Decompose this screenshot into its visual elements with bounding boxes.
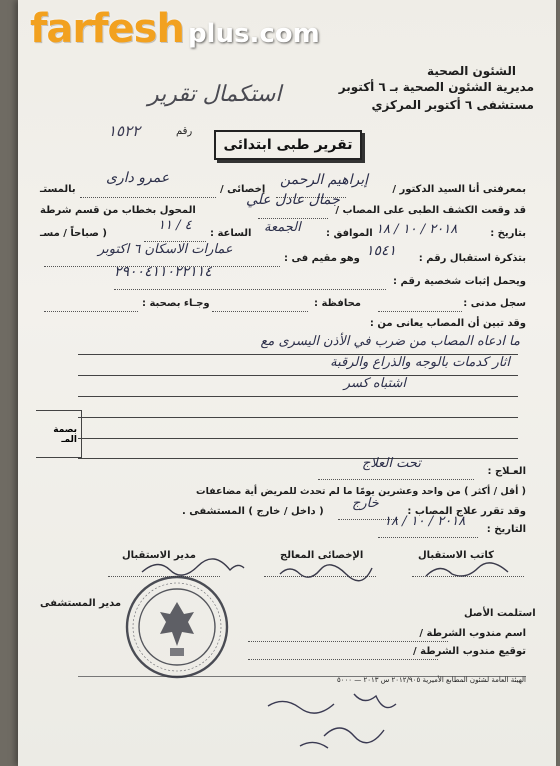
page-title: تقرير طبى ابتدائى [214,130,362,160]
finding-line-2: اثار كدمات بالوجه والذراع والرقبة [330,355,510,370]
specialist-label: إخصائى / [220,184,266,195]
treatment-label: العـلاج : [487,466,526,477]
patient-label: قد وقعت الكشف الطبى على المصاب / [335,205,526,216]
header-line3: مستشفى ٦ أكتوبر المركزي [371,98,534,112]
line3-end: ( صباحاً / مسـ [40,228,107,239]
police-rep-sign-label: توقيع مندوب الشرطة / [413,646,526,657]
date-label-1: بتاريخ : [490,228,526,239]
decision-options: ( داخل / خارج ) المستشفى . [182,506,324,517]
treatment-value: تحت العلاج [362,456,421,471]
governorate-label: محافظة : [314,298,361,309]
patient-dots [258,218,328,219]
signature-scribble-3 [422,560,512,582]
findings-rule-2 [78,375,518,376]
police-rep-name-label: اسم مندوب الشرطة / [419,628,526,639]
civil-registry-label: سجل مدنى : [463,298,526,309]
governorate-dots [212,311,308,312]
watermark-suffix: plus.com [187,19,320,49]
date-dots-2 [378,537,478,538]
specialist-dots [80,197,216,198]
time-label: الساعة : [210,228,252,239]
ticket-value: ١٥٤١ [366,243,397,259]
line2-end: المحول بخطاب من قسم شرطة [40,205,196,216]
findings-rule-6 [78,458,518,459]
site-watermark [30,6,320,50]
signature-col-reception-clerk: كاتب الاستقبال [418,550,494,561]
handwritten-note: استكمال تقرير [148,82,282,107]
date-label-2: التاريخ : [486,524,526,535]
accompanied-dots [44,311,138,312]
header-line1: الشئون الصحية [427,64,516,78]
line1-end: بالمستـ [40,184,76,195]
finding-line-3: اشتباه كسر [343,376,406,391]
address-value: عمارات الاسكان ٦ اكتوبر [98,242,233,257]
doctor-label: بمعرفتى أنا السيد الدكتور / [392,184,526,195]
signature-col-reception-director: مدير الاستقبال [122,550,196,561]
footer-printer: الهيئة العامة لشئون المطابع الأميرية ٢٠١٢/٩٠٥ س ٢٠١٣ — ٥٠٠٠ [336,676,526,684]
findings-rule-3 [78,396,518,397]
resident-label: وهو مقيم فى : [284,253,360,264]
findings-label: وقد تبين أن المصاب يعانى من : [369,318,526,329]
time-value: ٤ / ١١ [158,218,192,233]
accompanied-label: وجـاء بصحبة : [142,298,210,309]
finding-line-1: ما ادعاه المصاب من ضرب في الأذن اليسرى مع [260,334,520,349]
watermark-brand: farfesh [30,6,184,52]
ticket-label: بتذكرة استقبال رقم : [418,253,526,264]
hospital-director-label: مدير المستشفى [40,598,122,609]
police-rep-sign-dots [248,659,438,660]
id-label: ويحمل إثبات شخصية رقم : [393,276,526,287]
original-received-label: استلمت الأصل [464,608,536,619]
bottom-signatures [204,686,404,756]
police-rep-name-dots [248,641,448,642]
civil-registry-dots [378,311,462,312]
signature-col-specialist: الإخصائى المعالج [280,550,364,561]
patient-name: جمال عادل علي [246,192,340,208]
document-paper [18,0,556,766]
fingerprint-box: بصمة المـ [36,410,82,458]
number-label: رقم [176,126,193,137]
treatment-dots [318,479,474,480]
date-value-1: ٢٠١٨ / ١٠ / ١٨ [376,222,458,237]
id-dots [114,289,386,290]
signature-scribble-2 [276,560,376,582]
date-value-2: ٢٠١٨ / ١٠ / ١٨ [384,514,466,529]
official-stamp-icon [122,572,232,682]
correspond-label: الموافق : [326,228,373,239]
number-value: ١٥٢٢ [108,122,141,140]
day-value: الجمعة [264,220,301,235]
specialist-name: عمرو دارى [106,170,170,186]
findings-rule-4 [78,417,518,418]
header-line2: مديرية الشئون الصحية بـ ٦ أكتوبر [338,80,534,94]
decision-value: خارج [352,496,379,511]
findings-rule-5 [78,438,518,439]
id-value: ٢٩٠٠٤١١٠٢٢١١٤ [114,264,212,280]
decision-label: وقد تقرر علاج المصاب : [407,506,526,517]
doctor-name: إبراهيم الرحمن [280,172,369,188]
duration-text: ( أقل / أكثر ) من واحد وعشرين يومًا ما لم تحدث للمريض أية مضاعفات [196,486,526,497]
